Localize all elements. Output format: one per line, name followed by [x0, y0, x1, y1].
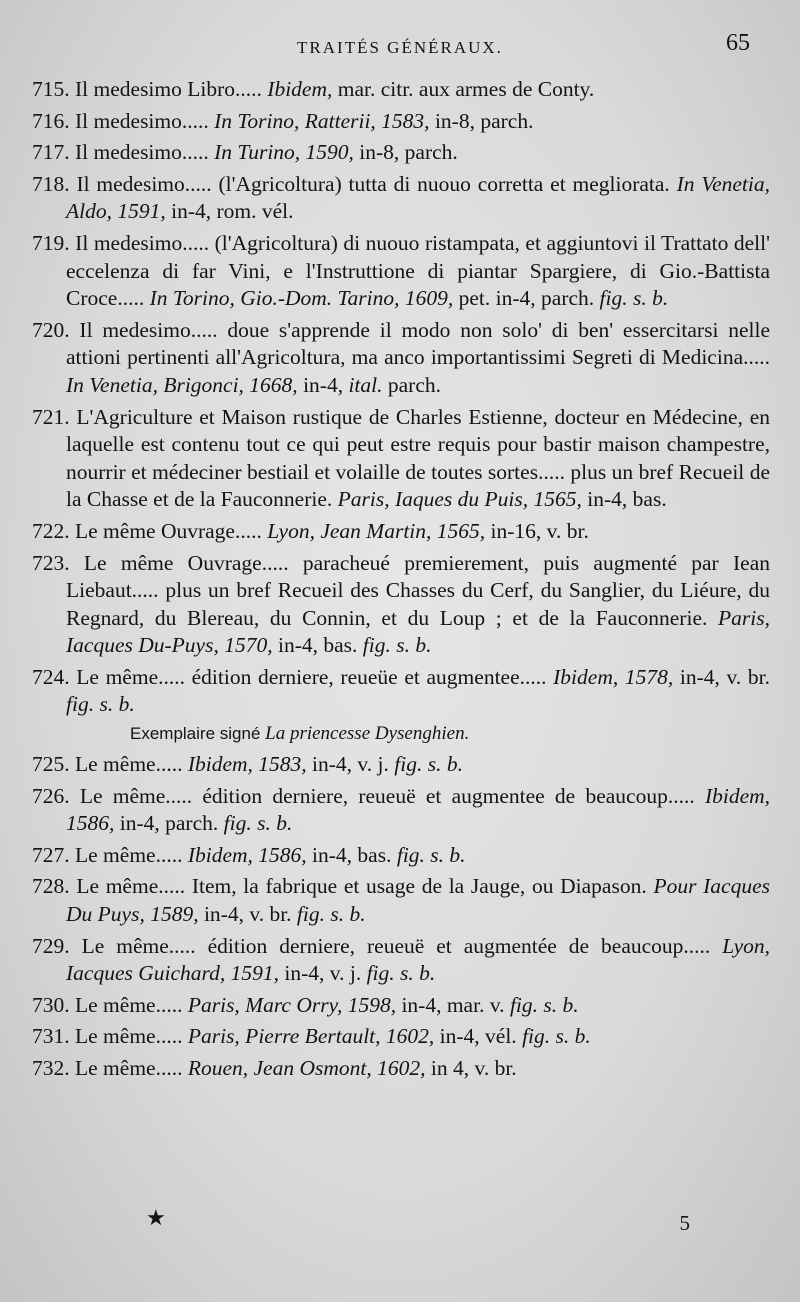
entry-text-italic: Pour Iacques Du Puys, 1589, [66, 874, 771, 927]
catalogue-entry [32, 842, 770, 870]
entry-text: mar. citr. aux armes de Conty. [332, 77, 595, 101]
entry-text: in-4, v. j. [306, 752, 395, 777]
entry-text-italic: Ibidem, [267, 77, 333, 101]
entry-text-italic: fig. s. b. [362, 633, 432, 658]
entry-text-italic: In Torino, Gio.-Dom. Tarino, 1609, [149, 286, 454, 311]
entry-text-italic: In Venetia, Aldo, 1591, [66, 171, 770, 224]
entry-text: in-4, vél. [434, 1024, 523, 1049]
entry-number: 724. [32, 664, 77, 689]
entry-text: Il medesimo..... [75, 140, 215, 165]
entry-text: Le même..... [75, 992, 188, 1017]
entry-text-italic: ital. [348, 372, 383, 397]
entry-number: 718. [32, 171, 77, 196]
entry-number: 717. [32, 140, 75, 165]
catalogue-entry [32, 76, 770, 104]
entry-number: 731. [32, 1024, 75, 1049]
catalogue-entry [32, 171, 770, 226]
entry-text-italic: Paris, Iacques Du-Puys, 1570, [66, 605, 770, 658]
entry-number: 725. [32, 752, 75, 777]
entry-text: in-4, v. br. [198, 902, 297, 927]
catalogue-entry [32, 1055, 770, 1083]
page-header [0, 30, 800, 70]
entry-text-italic: fig. s. b. [66, 692, 135, 717]
note-prefix: Exemplaire signé [130, 724, 266, 744]
entry-text: Le même Ouvrage..... [75, 518, 268, 543]
entry-text: in-4, v. br. [673, 664, 770, 689]
entry-text-italic: fig. s. b. [599, 286, 669, 311]
catalogue-entry [32, 139, 770, 167]
entry-text: in-8, parch. [429, 108, 534, 133]
entry-text-italic: fig. s. b. [296, 902, 366, 927]
entry-text: Le même..... édition derniere, reueuë et augmentée de beaucoup..... [81, 933, 723, 958]
entry-number: 719. [32, 230, 76, 255]
entry-text-italic: fig. s. b. [522, 1024, 591, 1049]
entry-text: in-4, parch. [114, 811, 224, 836]
entry-text: in-8, parch. [353, 140, 458, 165]
catalogue-entry [32, 518, 770, 546]
entry-text-italic: Ibidem, 1583, [187, 752, 307, 777]
entry-text: L'Agriculture et Maison rustique de Charles Estienne, docteur en Médecine, en laquelle est contenu tout ce qui peut estre requis pour bastir maison champestre, nourrir et médeciner bestiail et volaille de toutes sortes..... plus un bref Recueil de la Chasse et de la Fauconnerie. [66, 404, 770, 512]
catalogue-entry [32, 933, 770, 988]
entry-number: 730. [32, 992, 75, 1017]
entry-text-italic: Lyon, Jean Martin, 1565, [267, 518, 486, 543]
entry-text-italic: Ibidem, 1578, [553, 664, 674, 689]
entry-text: in-4, rom. vél. [165, 199, 294, 224]
entry-note [32, 721, 770, 747]
entry-list [32, 76, 770, 1083]
entry-text-italic: fig. s. b. [223, 811, 293, 836]
catalogue-entry [32, 404, 770, 514]
entry-text: Le même..... [75, 842, 188, 867]
entry-text: Le même..... [75, 752, 188, 777]
entry-number: 726. [32, 783, 80, 808]
entry-text: in-4, bas. [306, 842, 397, 867]
catalogue-entry [32, 873, 770, 928]
page-footer [0, 1205, 800, 1245]
entry-text: Le même..... [75, 1056, 188, 1080]
entry-text-italic: In Turino, 1590, [214, 140, 354, 165]
entry-text-italic: Paris, Iaques du Puis, 1565, [337, 487, 582, 512]
entry-text-italic: Paris, Marc Orry, 1598, [187, 992, 397, 1017]
entry-number: 727. [32, 842, 75, 867]
entry-text: Il medesimo..... [75, 108, 215, 133]
catalogue-entry [32, 550, 770, 660]
entry-text: Le même..... [75, 1024, 188, 1049]
entry-text: pet. in-4, parch. [453, 286, 600, 311]
entry-text: Il medesimo..... (l'Agricoltura) tutta di nuouo corretta et megliorata. [76, 171, 677, 196]
entry-number: 715. [32, 77, 75, 101]
entry-text-italic: fig. s. b. [509, 992, 579, 1017]
entry-number: 729. [32, 933, 82, 958]
entry-text: parch. [382, 372, 441, 397]
entry-text: in-4, mar. v. [396, 992, 510, 1017]
note-owner: La priencesse Dysenghien. [265, 723, 470, 745]
page-number: 65 [726, 30, 750, 56]
entry-text-italic: In Venetia, Brigonci, 1668, [66, 372, 298, 397]
entry-text: Le même..... édition derniere, reueuë et augmentee de beaucoup..... [79, 783, 705, 808]
entry-number: 732. [32, 1056, 75, 1080]
entry-text-italic: Ibidem, 1586, [187, 842, 307, 867]
catalogue-entry [32, 1023, 770, 1051]
entry-text-italic: Lyon, Iacques Guichard, 1591, [66, 933, 771, 986]
entry-text: in-4, [297, 372, 349, 397]
entry-text: in-4, bas. [581, 487, 667, 512]
entry-text-italic: fig. s. b. [396, 842, 466, 867]
catalogue-entry [32, 992, 770, 1020]
entry-number: 720. [32, 317, 80, 342]
catalogue-entry [32, 317, 770, 400]
entry-text-italic: fig. s. b. [394, 752, 463, 777]
entry-text: in 4, v. br. [425, 1056, 517, 1080]
entry-text: Il medesimo..... (l'Agricoltura) di nuouo ristampata, et aggiuntovi il Trattato dell' eccelenza di far Vini, e l'Instruttione di piantar Spargiere, di Gio.-Battista Croce..... [66, 230, 771, 311]
entry-number: 721. [32, 404, 77, 429]
entry-text: Il medesimo Libro..... [75, 77, 268, 101]
entry-text-italic: Paris, Pierre Bertault, 1602, [187, 1024, 435, 1049]
running-head: TRAITÉS GÉNÉRAUX. [297, 38, 503, 57]
entry-number: 716. [32, 108, 75, 133]
entry-text-italic: In Torino, Ratterii, 1583, [214, 108, 430, 133]
catalogue-entry [32, 108, 770, 136]
entry-text-italic: Ibidem, 1586, [66, 783, 771, 836]
entry-text: in-16, v. br. [485, 518, 589, 543]
entry-number: 728. [32, 874, 77, 899]
entry-text: Le même Ouvrage..... paracheué premierement, puis augmenté par Iean Liebaut..... plus un bref Recueil des Chasses du Cerf, du Sanglier, du Liéure, du Regnard, du Blereau, du Connin, et du Loup ; et de la Fauconnerie. [66, 550, 770, 630]
catalogue-entry [32, 230, 770, 313]
entry-text-italic: fig. s. b. [366, 961, 436, 986]
entry-number: 722. [32, 518, 75, 543]
entry-text: in-4, v. j. [278, 961, 367, 986]
entry-text: in-4, bas. [272, 633, 363, 658]
star-mark: ★ [146, 1205, 166, 1230]
catalogue-entry [32, 664, 770, 719]
entry-text-italic: Rouen, Jean Osmont, 1602, [187, 1056, 426, 1080]
entry-text: Le même..... Item, la fabrique et usage de la Jauge, ou Diapason. [76, 874, 654, 899]
catalogue-entry [32, 751, 770, 779]
catalogue-entry [32, 783, 770, 838]
entry-number: 723. [32, 550, 84, 575]
entry-text: Il medesimo..... doue s'apprende il modo non solo' di ben' essercitarsi nelle attioni pertinenti all'Agricoltura, ma anco importantissimi Segreti di Medicina..... [66, 317, 770, 370]
signature-mark: 5 [679, 1211, 690, 1235]
entry-text: Le même..... édition derniere, reueüe et augmentee..... [76, 664, 554, 689]
